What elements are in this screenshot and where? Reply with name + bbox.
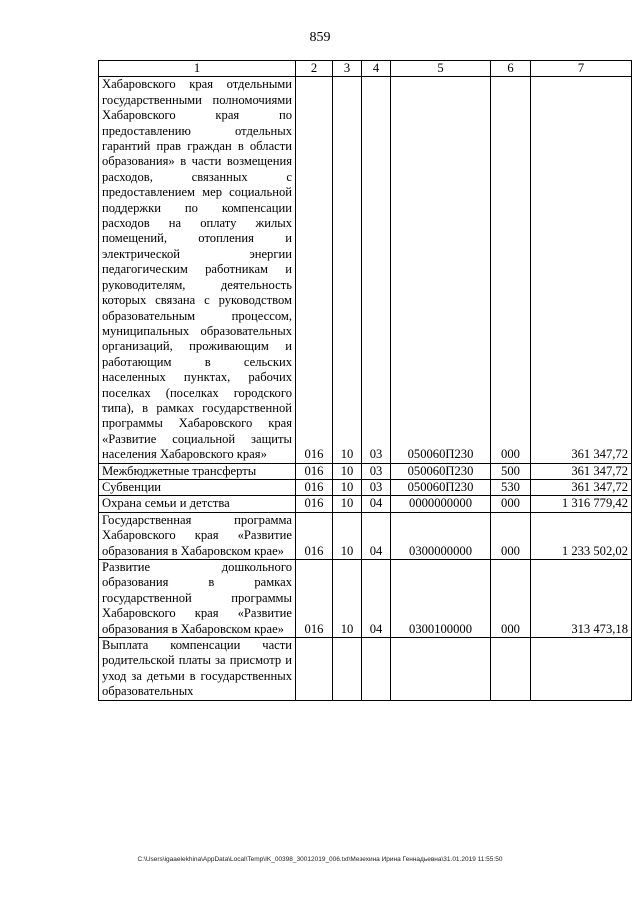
table-row bbox=[99, 512, 632, 559]
row-ministry-code: 016 bbox=[296, 463, 333, 479]
row-subsection-code: 04 bbox=[362, 496, 391, 512]
row-amount: 361 347,72 bbox=[531, 77, 632, 463]
table-row bbox=[99, 479, 632, 495]
row-name: Государственная программа Хабаровского края «Развитие образования в Хабаровском крае» bbox=[99, 512, 296, 559]
row-expense-type: 000 bbox=[491, 560, 531, 638]
row-name: Выплата компенсации части родительской платы за присмотр и уход за детьми в государственных образовательных bbox=[99, 638, 296, 701]
row-section-code: 10 bbox=[333, 463, 362, 479]
header-col-2: 2 bbox=[296, 61, 333, 77]
row-amount: 361 347,72 bbox=[531, 479, 632, 495]
row-name: Межбюджетные трансферты bbox=[99, 463, 296, 479]
row-section-code: 10 bbox=[333, 479, 362, 495]
row-ministry-code: 016 bbox=[296, 560, 333, 638]
row-section-code: 10 bbox=[333, 512, 362, 559]
row-section-code: 10 bbox=[333, 496, 362, 512]
row-ministry-code: 016 bbox=[296, 77, 333, 463]
header-col-5: 5 bbox=[391, 61, 491, 77]
row-ministry-code: 016 bbox=[296, 479, 333, 495]
row-subsection-code: 03 bbox=[362, 479, 391, 495]
row-target-article: 050060П230 bbox=[391, 77, 491, 463]
row-expense-type: 000 bbox=[491, 512, 531, 559]
row-expense-type: 000 bbox=[491, 496, 531, 512]
row-name: Охрана семьи и детства bbox=[99, 496, 296, 512]
table-row bbox=[99, 638, 632, 701]
header-col-7: 7 bbox=[531, 61, 632, 77]
row-subsection-code: 03 bbox=[362, 77, 391, 463]
table-row bbox=[99, 77, 632, 463]
header-col-3: 3 bbox=[333, 61, 362, 77]
file-path-footer: C:\Users\igaaelekhina\AppData\Local\Temp\IK_00398_30012019_006.txt\Мезехина Ирина Геннадьевна\31.01.2019 11:55:50 bbox=[137, 856, 503, 863]
table-row bbox=[99, 560, 632, 638]
row-ministry-code bbox=[296, 638, 333, 701]
row-amount: 1 233 502,02 bbox=[531, 512, 632, 559]
row-name: Развитие дошкольного образования в рамках государственной программы Хабаровского края «Развитие образования в Хабаровском крае» bbox=[99, 560, 296, 638]
header-col-4: 4 bbox=[362, 61, 391, 77]
header-col-1: 1 bbox=[99, 61, 296, 77]
row-subsection-code: 04 bbox=[362, 512, 391, 559]
row-section-code bbox=[333, 638, 362, 701]
row-name: Хабаровского края отдельными государственными полномочиями Хабаровского края по предоставлению отдельных гарантий прав граждан в области образования» в части возмещения расходов, связанных с предоставлением мер социальной поддержки по компенсации расходов на оплату жилых помещений, отопления и электрической энергии педагогическим работникам и руководителям, деятельность которых связана с руководством образовательным процессом, муниципальных образовательных организаций, проживающим и работающим в сельских населенных пунктах, рабочих поселках (поселках городского типа), в рамках государственной программы Хабаровского края «Развитие социальной защиты населения Хабаровского края» bbox=[99, 77, 296, 463]
row-amount bbox=[531, 638, 632, 701]
row-target-article: 050060П230 bbox=[391, 463, 491, 479]
row-amount: 1 316 779,42 bbox=[531, 496, 632, 512]
row-target-article: 0000000000 bbox=[391, 496, 491, 512]
row-name: Субвенции bbox=[99, 479, 296, 495]
row-target-article: 0300100000 bbox=[391, 560, 491, 638]
row-section-code: 10 bbox=[333, 560, 362, 638]
row-amount: 361 347,72 bbox=[531, 463, 632, 479]
row-target-article: 050060П230 bbox=[391, 479, 491, 495]
row-subsection-code bbox=[362, 638, 391, 701]
budget-table bbox=[98, 60, 632, 701]
table-header-row bbox=[99, 61, 632, 77]
table-row bbox=[99, 463, 632, 479]
row-target-article bbox=[391, 638, 491, 701]
header-col-6: 6 bbox=[491, 61, 531, 77]
page-number: 859 bbox=[309, 30, 331, 45]
row-ministry-code: 016 bbox=[296, 512, 333, 559]
row-expense-type: 500 bbox=[491, 463, 531, 479]
row-subsection-code: 04 bbox=[362, 560, 391, 638]
row-amount: 313 473,18 bbox=[531, 560, 632, 638]
row-target-article: 0300000000 bbox=[391, 512, 491, 559]
row-subsection-code: 03 bbox=[362, 463, 391, 479]
row-expense-type: 530 bbox=[491, 479, 531, 495]
row-expense-type: 000 bbox=[491, 77, 531, 463]
row-expense-type bbox=[491, 638, 531, 701]
row-ministry-code: 016 bbox=[296, 496, 333, 512]
table-row bbox=[99, 496, 632, 512]
row-section-code: 10 bbox=[333, 77, 362, 463]
